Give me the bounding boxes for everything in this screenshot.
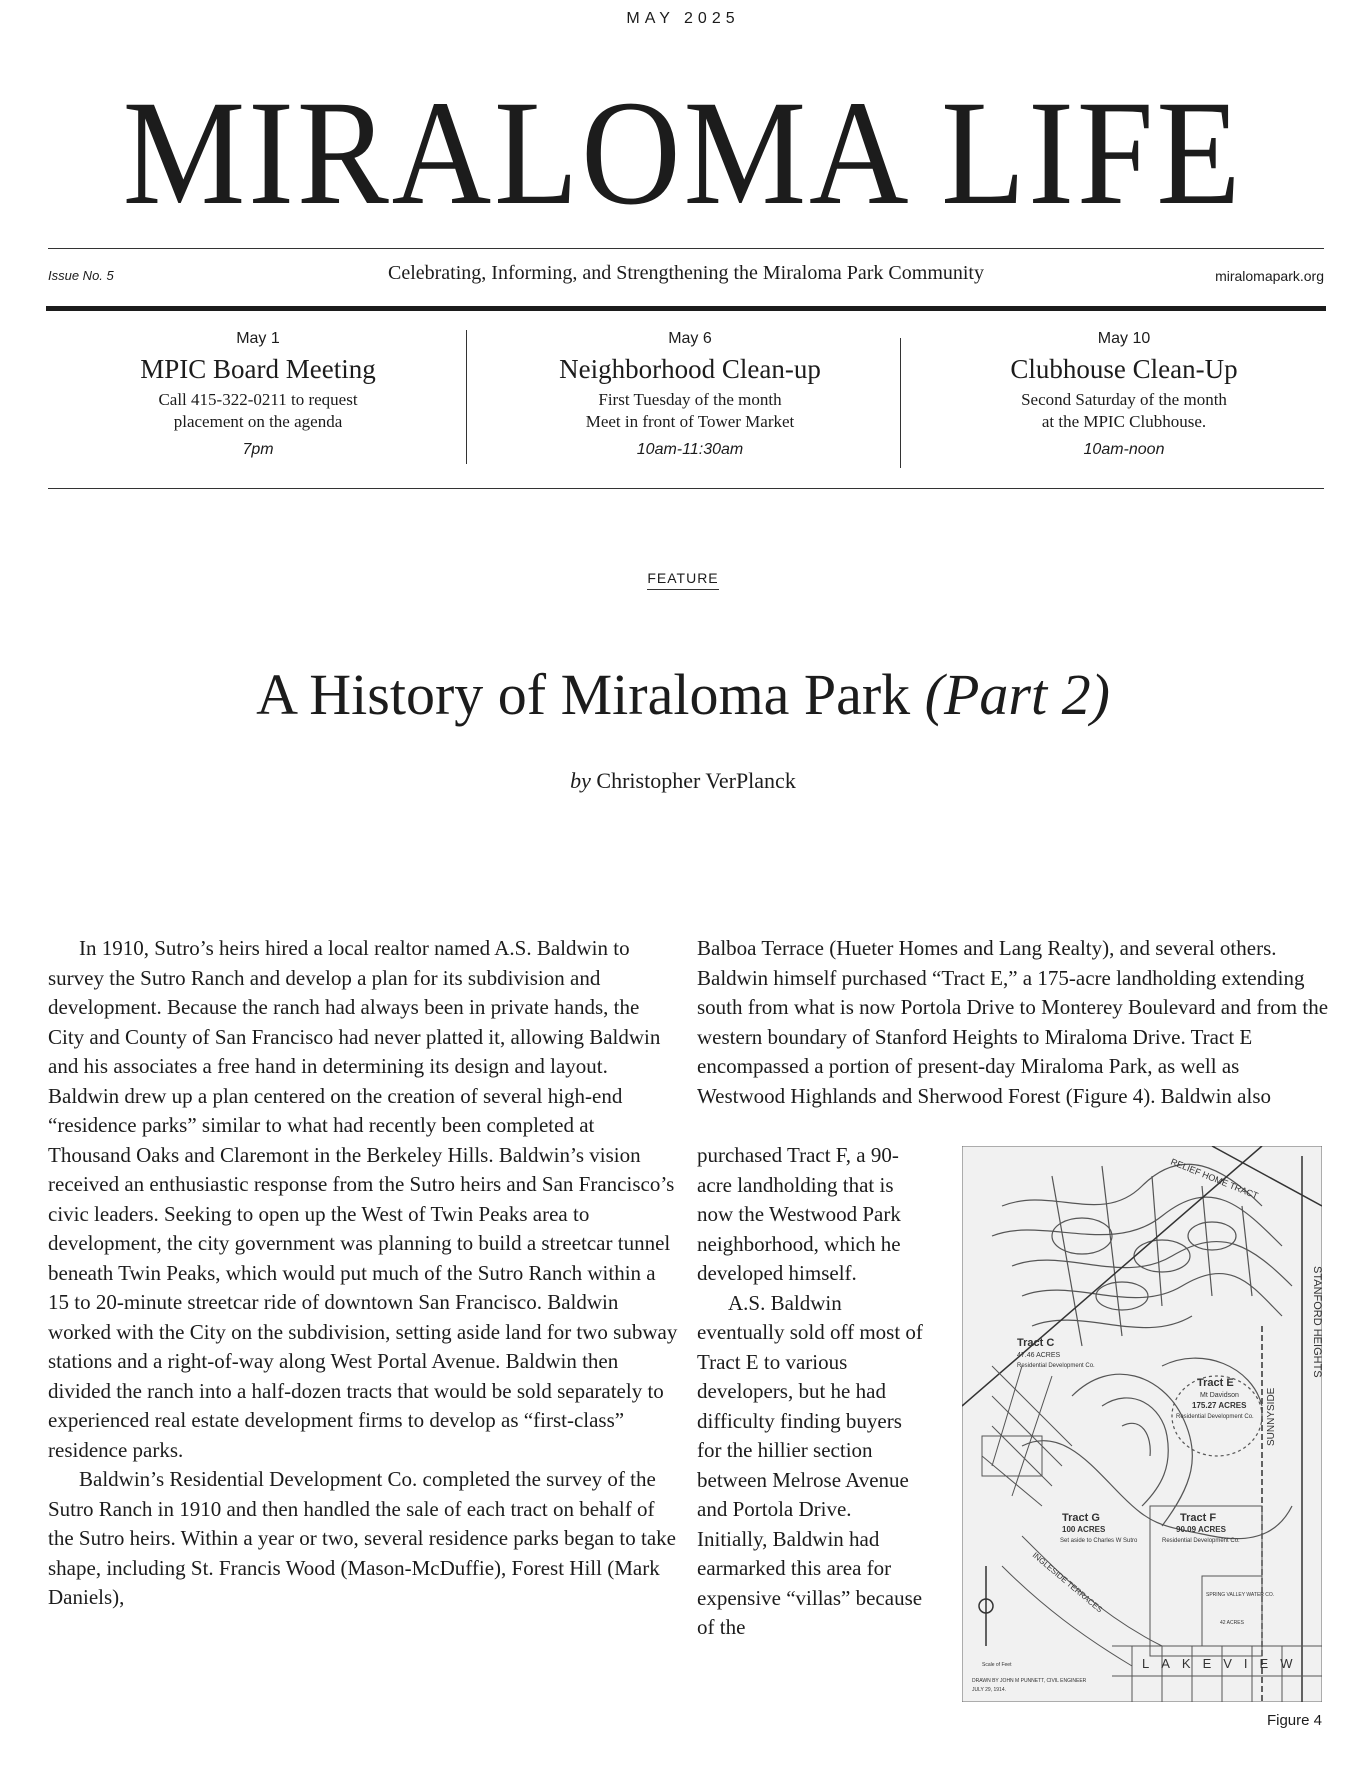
event-name: MPIC Board Meeting [140,354,376,384]
map-label: SPRING VALLEY WATER CO. [1206,1592,1275,1598]
map-label: Tract G [1062,1512,1100,1524]
event-description [914,389,1334,433]
event-time: 10am-noon [1083,441,1165,458]
article-title [0,660,1366,730]
map-label: Residential Development Co. [1162,1538,1240,1544]
map-label: STANFORD HEIGHTS [1311,1266,1322,1378]
section-label [0,570,1366,586]
map-label: 90.09 ACRES [1176,1525,1226,1534]
article-column-1 [48,934,678,1613]
byline-prefix: by [570,768,591,793]
event-time: 10am-11:30am [636,441,744,458]
event-date: May 6 [668,330,712,347]
map-label: Mt Davidson [1200,1392,1239,1399]
event-time: 7pm [242,441,274,458]
map-label: Tract E [1197,1377,1234,1389]
event-clubhouse-cleanup [914,326,1334,459]
article-paragraph: purchased Tract F, a 90-acre landholding that is now the Westwood Park neighborhood, which he developed himself. [697,1143,901,1285]
author-name: Christopher VerPlanck [596,768,796,793]
article-paragraph: In 1910, Sutro’s heirs hired a local realtor named A.S. Baldwin to survey the Sutro Ranch and develop a plan for its subdivision and development. Because the ranch had always been in private hands, the City and County of San Francisco had never platted it, allowing Baldwin and his associates a free hand in determining its design and layout. Baldwin drew up a plan centered on the creation of several high-end “residence parks” similar to what had recently been completed at Thousand Oaks and Claremont in the Berkeley Hills. Baldwin’s vision received an enthusiastic response from the Sutro heirs and San Francisco’s civic leaders. Seeking to open up the West of Twin Peaks area to development, the city government was planning to build a streetcar tunnel beneath Twin Peaks, which would put much of the Sutro Ranch within a 15 to 20-minute streetcar ride of downtown San Francisco. Baldwin worked with the City on the subdivision, setting aside land for two subway stations and a right-of-way along West Portal Avenue. Baldwin then divided the ranch into a half-dozen tracts that would be sold separately to experienced real estate development firms to develop as “first-class” residence parks. [48,936,678,1462]
article-title-text: A History of Miraloma Park [256,662,911,727]
events-bottom-rule [48,488,1324,489]
event-board-meeting [48,326,468,459]
event-desc-line: Call 415-322-0211 to request [158,390,358,409]
map-label: SUNNYSIDE [1266,1387,1277,1446]
byline [0,768,1366,794]
header-divider [46,306,1326,311]
masthead-title: MIRALOMA LIFE [122,70,1244,236]
figure-4-map [962,1146,1322,1702]
article-column-2 [697,934,1331,1111]
article-title-part: (Part 2) [924,662,1110,727]
article-paragraph: Baldwin’s Residential Development Co. completed the survey of the Sutro Ranch in 1910 and then handled the sale of each tract on behalf of the Sutro heirs. Within a year or two, several residence parks began to take shape, including St. Francis Wood (Mason-McDuffie), Forest Hill (Mark Daniels), [48,1467,676,1609]
event-name: Neighborhood Clean-up [559,354,821,384]
event-desc-line: Second Saturday of the month [1021,390,1227,409]
map-label: Tract C [1017,1337,1055,1349]
masthead-rule [48,248,1324,249]
figure-caption: Figure 4 [1266,1712,1322,1729]
tract-map-illustration [962,1146,1322,1702]
event-desc-line: First Tuesday of the month [598,390,782,409]
map-label: 175.27 ACRES [1192,1401,1247,1410]
map-label: 47.46 ACRES [1017,1352,1061,1359]
article-paragraph: A.S. Baldwin eventually sold off most of Tract E to various developers, but he had difficulty finding buyers for the hillier section between Melrose Avenue and Portola Drive. Initially, Baldwin had earmarked this area for expensive “villas” because of the [697,1290,923,1639]
event-desc-line: at the MPIC Clubhouse. [1041,412,1207,431]
issue-number: Issue No. 5 [48,268,114,283]
event-desc-line: Meet in front of Tower Market [585,412,795,431]
map-label: DRAWN BY JOHN M PUNNETT, CIVIL ENGINEER [972,1678,1087,1684]
map-label: JULY 29, 1914. [972,1687,1007,1693]
tagline-bar [48,262,1324,292]
event-neighborhood-cleanup [480,326,900,459]
map-label: INGLESIDE TERRACES [1030,1550,1105,1615]
event-date: May 1 [236,330,280,347]
map-label: Scale of Feet [982,1662,1012,1668]
map-label: RELIEF HOME TRACT [1169,1156,1260,1201]
map-label: 42 ACRES [1220,1620,1244,1626]
events-calendar [48,326,1324,476]
website-link[interactable]: miralomapark.org [1215,268,1324,284]
event-divider [466,330,467,464]
map-label: LAKEVIEW [1142,1656,1305,1671]
event-divider [900,338,901,468]
map-label: 100 ACRES [1062,1525,1106,1534]
map-label: Tract F [1180,1512,1217,1524]
event-desc-line: placement on the agenda [173,412,343,431]
tagline: Celebrating, Informing, and Strengthening the Miraloma Park Community [387,262,984,284]
issue-date: MAY 2025 [626,10,740,27]
map-label: Set aside to Charles W Sutro [1060,1538,1138,1544]
event-date: May 10 [1097,330,1151,347]
article-paragraph: Balboa Terrace (Hueter Homes and Lang Realty), and several others. Baldwin himself purchased “Tract E,” a 175-acre landholding extending south from what is now Portola Drive to Monterey Boulevard and from the western boundary of Stanford Heights to Miraloma Drive. Tract E encompassed a portion of present-day Miraloma Park, as well as Westwood Highlands and Sherwood Forest (Figure 4). Baldwin also [697,936,1329,1108]
section-label-text: FEATURE [647,570,718,590]
map-label: Residential Development Co. [1176,1414,1254,1420]
event-name: Clubhouse Clean-Up [1010,354,1238,384]
map-label: Residential Development Co. [1017,1363,1095,1369]
article-column-2-narrow [697,1141,927,1643]
event-description [480,389,900,433]
event-description [48,389,468,433]
